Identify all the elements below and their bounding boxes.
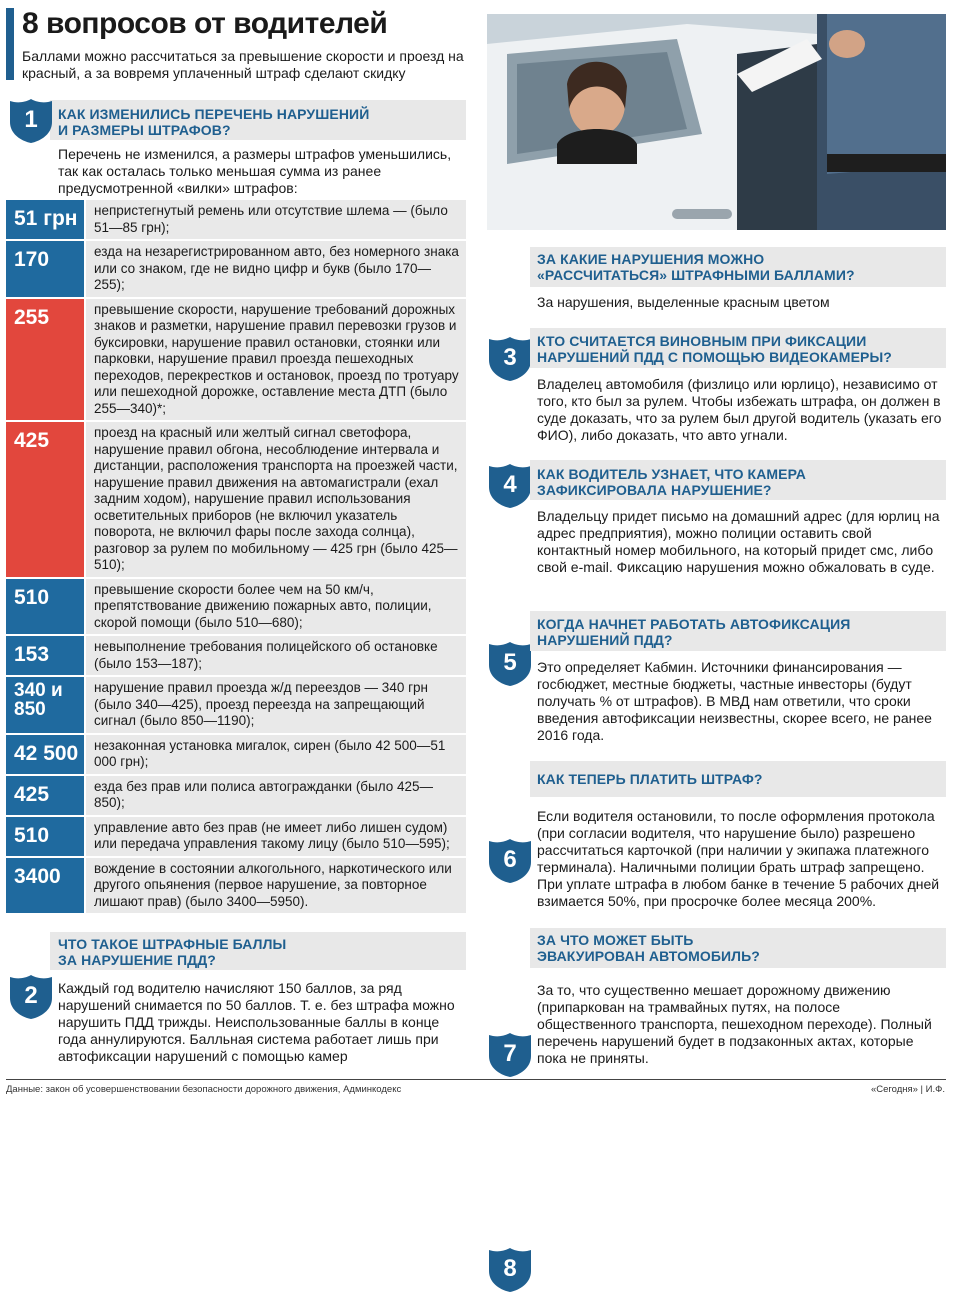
page-title: 8 вопросов от водителей (22, 7, 388, 40)
fine-row (6, 299, 466, 423)
fine-description: непристегнутый ремень или отсутствие шлема — (было 51—85 грн); (84, 200, 466, 239)
question-title: КАК ИЗМЕНИЛИСЬ ПЕРЕЧЕНЬ НАРУШЕНИЙ И РАЗМЕРЫ ШТРАФОВ? (58, 106, 370, 138)
question-title: ЧТО ТАКОЕ ШТРАФНЫЕ БАЛЛЫ ЗА НАРУШЕНИЕ ПДД? (58, 936, 287, 968)
fine-row (6, 422, 466, 579)
fine-amount: 510 (6, 579, 84, 635)
fine-amount: 153 (6, 636, 84, 675)
question-answer: Это определяет Кабмин. Источники финансирования — госбюджет, местные бюджеты, частные инвесторы (будут получать % от штрафов). В МВД нам ответили, что сроки введения автофиксации неизвестны, скорее всего, не ранее 2016 года. (537, 659, 932, 743)
fine-amount: 42 500 (6, 735, 84, 774)
fine-amount: 340 и 850 (6, 677, 84, 733)
fine-description: незаконная установка мигалок, сирен (было 42 500—51 000 грн); (84, 735, 466, 774)
question-answer: Перечень не изменился, а размеры штрафов уменьшились, так как осталась только меньшая сумма из ранее предусмотренной «вилки» штрафов: (58, 146, 452, 196)
question-title: КАК ВОДИТЕЛЬ УЗНАЕТ, ЧТО КАМЕРА ЗАФИКСИРОВАЛА НАРУШЕНИЕ? (537, 466, 807, 498)
fine-amount: 3400 (6, 858, 84, 914)
fine-description: езда без прав или полиса автогражданки (было 425—850); (84, 776, 466, 815)
fine-amount: 255 (6, 299, 84, 421)
fine-amount: 170 (6, 241, 84, 297)
shield-badge-icon: 2 (8, 974, 54, 1020)
footer-credit: «Сегодня» | И.Ф. (870, 1084, 945, 1095)
shield-badge-icon: 1 (8, 98, 54, 144)
shield-badge-icon: 6 (487, 838, 533, 884)
fine-description: управление авто без прав (не имеет либо лишен судом) или передача управления такому лицу (было 510—595); (84, 817, 466, 856)
fine-amount: 425 (6, 422, 84, 577)
fine-row (6, 858, 466, 916)
fine-amount: 51 грн (6, 200, 84, 239)
question-answer: За то, что существенно мешает дорожному движению (припаркован на трамвайных путях, на полосе общественного транспорта, пешеходном переходе). Полный перечень нарушений будет в подзаконных актах, которые пока не приняты. (537, 982, 932, 1066)
question-answer: Каждый год водителю начисляют 150 баллов, за ряд нарушений снимается по 50 баллов. Т. е. без штрафа можно нарушить ПДД трижды. Неиспользованные баллы в конце года аннулируются. Балльная система работает лишь при автофиксации нарушений с помощью камер (58, 980, 455, 1064)
fine-row (6, 241, 466, 299)
fine-row (6, 677, 466, 735)
fine-amount: 510 (6, 817, 84, 856)
shield-badge-icon: 7 (487, 1032, 533, 1078)
fine-row (6, 579, 466, 637)
fine-row (6, 200, 466, 241)
shield-badge-icon: 4 (487, 463, 533, 509)
fine-description: превышение скорости более чем на 50 км/ч, препятствование движению пожарных авто, полиции, скорой помощи (было 510—680); (84, 579, 466, 635)
shield-badge-icon: 3 (487, 336, 533, 382)
fine-description: вождение в состоянии алкогольного, наркотического или другого опьянения (первое нарушение, за повторное лишают прав) (было 3400—5950). (84, 858, 466, 914)
fine-row (6, 776, 466, 817)
fine-description: превышение скорости, нарушение требований дорожных знаков и разметки, нарушение правил перевозки грузов и буксировки, нарушение правил остановки, стоянки или парковки, нарушение правил проезда пешеходных переходов, перекрестков и остановок, проезд по тротуару или пешеходной дорожке, оставление места ДТП (было 255—340)*; (84, 299, 466, 421)
fine-description: проезд на красный или желтый сигнал светофора, нарушение правил обгона, несоблюдение интервала и дистанции, расположения транспорта на проезжей части, нарушение правил движения на автомагистрали (ехал задним ходом), нарушение правил использования осветительных приборов (не включил указатель поворота, не включил фары после захода солнца), разговор за рулем по мобильному — 425 грн (было 425—510); (84, 422, 466, 577)
fine-row (6, 636, 466, 677)
question-title: КОГДА НАЧНЕТ РАБОТАТЬ АВТОФИКСАЦИЯ НАРУШЕНИЙ ПДД? (537, 616, 851, 648)
title-accent-bar (6, 8, 14, 80)
fine-row (6, 817, 466, 858)
question-title: КТО СЧИТАЕТСЯ ВИНОВНЫМ ПРИ ФИКСАЦИИ НАРУШЕНИЙ ПДД С ПОМОЩЬЮ ВИДЕОКАМЕРЫ? (537, 333, 892, 365)
footer-source: Данные: закон об усовершенствовании безопасности дорожного движения, Админкодекс (6, 1084, 402, 1095)
fines-table (6, 200, 466, 915)
question-answer: Владельцу придет письмо на домашний адрес (для юрлиц на адрес предприятия), можно полиции оставить свой контактный номер мобильного, на который придет смс, либо свой e-mail. Фиксацию нарушения можно обжаловать в суде. (537, 508, 940, 575)
question-answer: Если водителя остановили, то после оформления протокола (при согласии водителя, что нарушение было) разрешено рассчитаться карточкой (при наличии у экипажа платежного терминала). Наличными полиции брать штраф запрещено. При уплате штрафа в любом банке в течение 5 рабочих дней взимается 50%, при просрочке более месяца 200%. (537, 808, 940, 909)
question-title: КАК ТЕПЕРЬ ПЛАТИТЬ ШТРАФ? (537, 771, 763, 787)
question-answer: За нарушения, выделенные красным цветом (537, 294, 830, 310)
question-title: ЗА КАКИЕ НАРУШЕНИЯ МОЖНО «РАССЧИТАТЬСЯ» ШТРАФНЫМИ БАЛЛАМИ? (537, 251, 855, 283)
police-stop-photo (487, 14, 946, 230)
shield-badge-icon: 8 (487, 1247, 533, 1293)
fine-amount: 425 (6, 776, 84, 815)
fine-description: нарушение правил проезда ж/д переездов — 340 грн (было 340—425), проезд переезда на запрещающий сигнал (было 850—1190); (84, 677, 466, 733)
shield-badge-icon: 5 (487, 641, 533, 687)
page-subtitle: Баллами можно рассчитаться за превышение скорости и проезд на красный, а за вовремя уплаченный штраф сделают скидку (22, 48, 464, 81)
footer-divider (6, 1079, 946, 1080)
question-answer: Владелец автомобиля (физлицо или юрлицо), независимо от того, кто был за рулем. Чтобы избежать штрафа, он должен в суде доказать, что за рулем был другой водитель (указать его ФИО), либо доказать, что авто угнали. (537, 376, 942, 443)
fine-description: езда на незарегистрированном авто, без номерного знака или со знаком, где не видно цифр и букв (было 170—255); (84, 241, 466, 297)
fine-row (6, 735, 466, 776)
question-title: ЗА ЧТО МОЖЕТ БЫТЬ ЭВАКУИРОВАН АВТОМОБИЛЬ? (537, 932, 760, 964)
fine-description: невыполнение требования полицейского об остановке (было 153—187); (84, 636, 466, 675)
